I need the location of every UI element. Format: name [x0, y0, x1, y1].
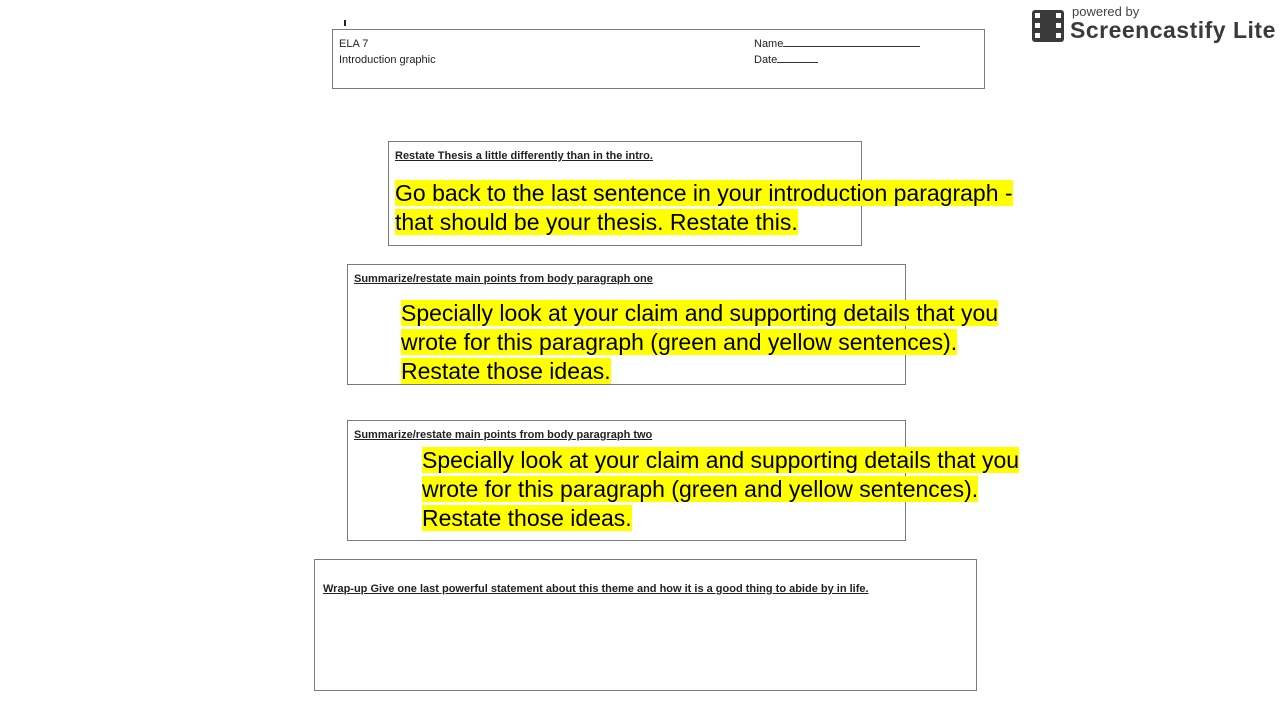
text-cursor	[344, 20, 346, 26]
section-title: Wrap-up Give one last powerful statement about this theme and how it is a good thing to abide by in life.	[323, 583, 869, 595]
film-icon	[1032, 10, 1064, 42]
wrap-up-box	[314, 559, 977, 691]
paragraph-one-note	[401, 299, 1081, 386]
subtitle-label: Introduction graphic	[339, 54, 436, 66]
note-line: Restate those ideas.	[422, 505, 632, 531]
date-label: Date	[754, 54, 778, 66]
note-line: Go back to the last sentence in your introduction paragraph -	[395, 180, 1013, 206]
name-field[interactable]	[754, 36, 920, 52]
thesis-note	[395, 179, 1075, 237]
date-blank	[777, 53, 818, 63]
section-title: Restate Thesis a little differently than in the intro.	[395, 150, 653, 162]
screencastify-watermark	[1032, 4, 1277, 46]
note-line: Specially look at your claim and supporting details that you	[401, 300, 999, 326]
course-label: ELA 7	[339, 38, 369, 50]
date-field[interactable]	[754, 52, 818, 68]
section-title: Summarize/restate main points from body paragraph two	[354, 429, 653, 441]
header-box	[332, 29, 985, 89]
brand-name: Screencastify Lite	[1070, 17, 1276, 43]
note-line: Specially look at your claim and supporting details that you	[422, 447, 1020, 473]
note-line: wrote for this paragraph (green and yellow sentences).	[422, 476, 979, 502]
name-blank	[783, 37, 920, 47]
powered-by-text: powered by	[1072, 4, 1140, 19]
note-line: wrote for this paragraph (green and yellow sentences).	[401, 329, 958, 355]
name-label: Name	[754, 38, 784, 50]
paragraph-two-note	[422, 446, 1102, 533]
section-title: Summarize/restate main points from body paragraph one	[354, 273, 653, 285]
note-line: Restate those ideas.	[401, 358, 611, 384]
note-line: that should be your thesis. Restate this.	[395, 209, 798, 235]
